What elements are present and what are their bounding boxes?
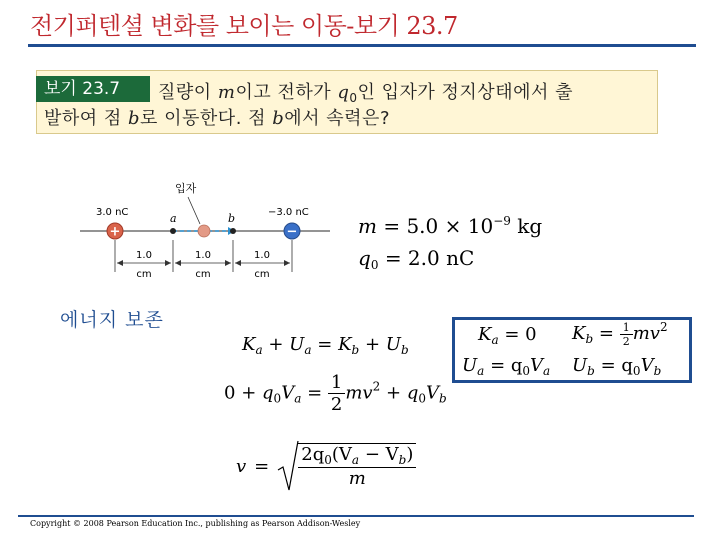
- distance-1-unit: cm: [136, 269, 152, 280]
- condition-ua: $U_a = q_0V_a$: [462, 355, 551, 378]
- particle-label: 입자: [175, 182, 197, 195]
- distance-3-value: 1.0: [254, 250, 270, 261]
- given-mass: $m = 5.0 \times 10^{-9}$ kg: [358, 214, 543, 238]
- charge-diagram: [70, 180, 340, 280]
- equation-energy-conservation: $K_a + U_a = K_b + U_b$: [242, 334, 409, 357]
- equation-substituted: $0 + q_0V_a$ = $\frac{1}{2}$ $mv^2 + q_0V_b$: [224, 372, 447, 415]
- particle-leader-line: [188, 197, 200, 224]
- point-a-dot: [170, 228, 176, 234]
- footer-divider: [18, 515, 694, 517]
- title-divider: [28, 44, 696, 47]
- condition-ka: $K_a = 0$: [478, 324, 537, 347]
- left-charge-label: 3.0 nC: [96, 207, 129, 218]
- distance-2-value: 1.0: [195, 250, 211, 261]
- problem-text-line2: 발하여 점 b로 이동한다. 점 b에서 속력은?: [44, 108, 390, 129]
- condition-ub: $U_b = q_0V_b$: [572, 355, 662, 378]
- copyright-notice: Copyright © 2008 Pearson Education Inc., publishing as Pearson Addison-Wesley: [30, 519, 361, 528]
- energy-conservation-label: 에너지 보존: [60, 309, 164, 331]
- square-root-icon: [277, 440, 299, 492]
- equation-speed: v = $\frac{2q_0(V_a - V_b)}{m}$: [236, 440, 416, 492]
- point-b-label: b: [228, 212, 236, 225]
- fraction-one-half: $\frac{1}{2}$: [328, 372, 345, 415]
- condition-half: $\frac{1}{2}$: [620, 321, 633, 348]
- given-charge: $q_0 = 2.0$ nC: [358, 246, 475, 272]
- minus-sign-icon: −: [286, 224, 298, 240]
- page-title: 전기퍼텐셜 변화를 보이는 이동-보기 23.7: [30, 12, 458, 40]
- distance-1-value: 1.0: [136, 250, 152, 261]
- distance-3-unit: cm: [254, 269, 270, 280]
- point-a-label: a: [170, 212, 177, 225]
- problem-badge: 보기 23.7: [36, 76, 150, 102]
- plus-sign-icon: +: [109, 224, 121, 240]
- distance-2-unit: cm: [195, 269, 211, 280]
- condition-kb: $K_b$ = $\frac{1}{2}$ $mv^2$: [572, 320, 668, 348]
- particle: [198, 225, 210, 237]
- right-charge-label: −3.0 nC: [268, 207, 309, 218]
- point-b-dot: [230, 228, 236, 234]
- speed-fraction: $\frac{2q_0(V_a - V_b)}{m}$: [298, 443, 416, 489]
- problem-text-line1: 질량이 m이고 전하가 $q_0$인 입자가 정지상태에서 출: [158, 82, 573, 105]
